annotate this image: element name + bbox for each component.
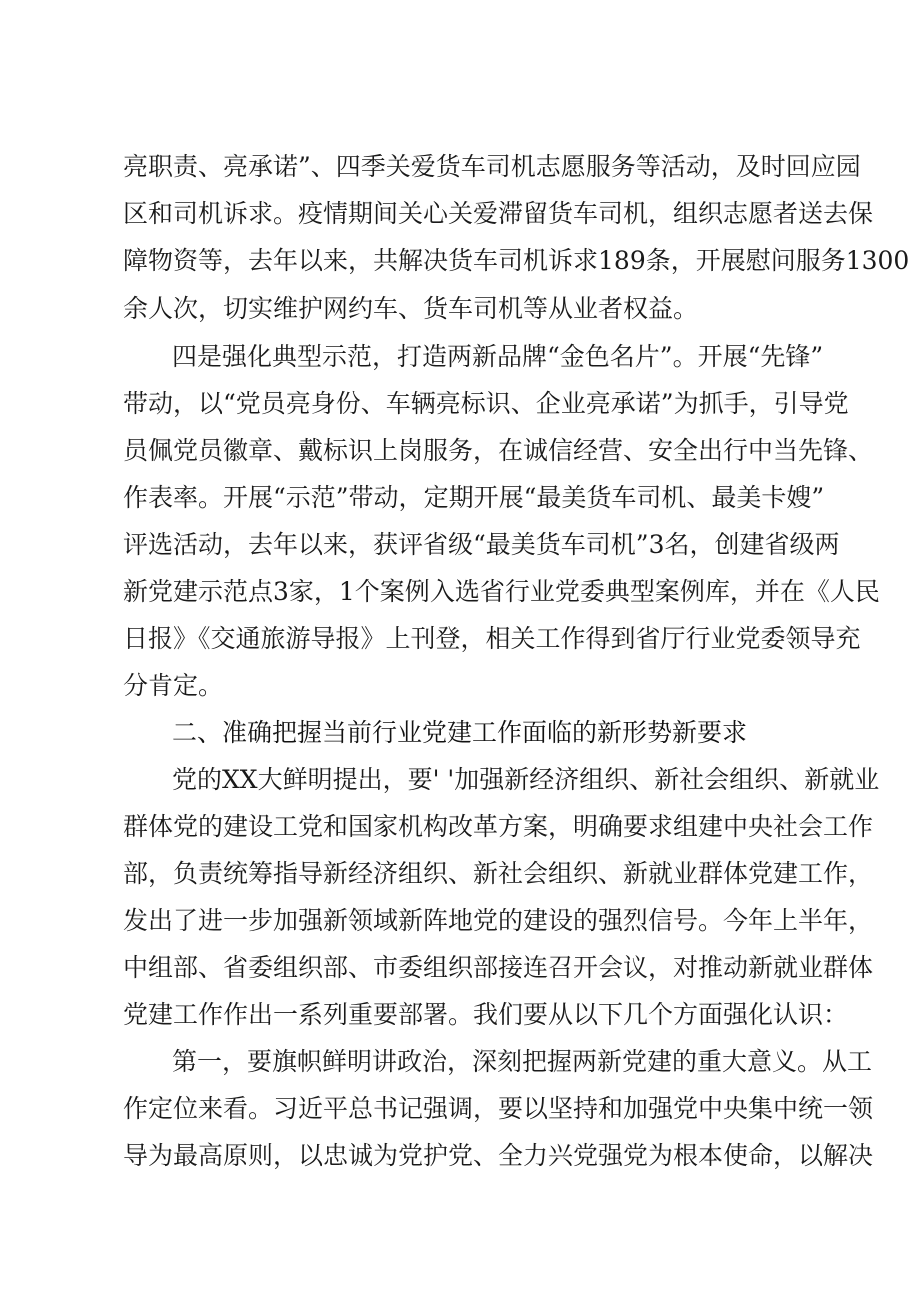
body-text-line: 新党建示范点3家，1个案例入选省行业党委典型案例库，并在《人民 (123, 577, 880, 606)
body-text-line: 余人次，切实维护网约车、货车司机等从业者权益。 (123, 294, 699, 323)
body-text-line: 作表率。开展“示范”带动，定期开展“最美货车司机、最美卡嫂” (123, 483, 825, 512)
body-text-line: 评选活动，去年以来，获评省级“最美货车司机”3名，创建省级两 (123, 530, 840, 559)
body-text-line: 发出了进一步加强新领域新阵地党的建设的强烈信号。今年上半年， (123, 906, 874, 935)
body-text-line: 障物资等，去年以来，共解决货车司机诉求189条，开展慰问服务1300 (123, 246, 910, 275)
body-text-line: 员佩党员徽章、戴标识上岗服务，在诚信经营、安全出行中当先锋、 (123, 436, 874, 465)
section-heading: 二、准确把握当前行业党建工作面临的新形势新要求 (172, 718, 748, 747)
body-text-line: 第一，要旗帜鲜明讲政治，深刻把握两新党建的重大意义。从工 (172, 1047, 873, 1076)
body-text-line: 区和司机诉求。疫情期间关心关爱滞留货车司机，组织志愿者送去保 (123, 199, 874, 228)
body-text-line: 群体党的建设工党和国家机构改革方案，明确要求组建中央社会工作 (123, 812, 874, 841)
body-text-line: 日报》《交通旅游导报》上刊登，相关工作得到省厅行业党委领导充 (123, 624, 861, 653)
body-text-line: 导为最高原则，以忠诚为党护党、全力兴党强党为根本使命，以解决 (123, 1141, 874, 1170)
body-text-line: 党的XX大鲜明提出，要' '加强新经济组织、新社会组织、新就业 (172, 765, 880, 794)
body-text-line: 部，负责统筹指导新经济组织、新社会组织、新就业群体党建工作， (123, 859, 874, 888)
body-text-line: 中组部、省委组织部、市委组织部接连召开会议，对推动新就业群体 (123, 953, 874, 982)
body-text-line: 分肯定。 (123, 671, 224, 700)
body-text-line: 四是强化典型示范，打造两新品牌“金色名片”。开展“先锋” (172, 342, 824, 371)
body-text-line: 作定位来看。习近平总书记强调，要以坚持和加强党中央集中统一领 (123, 1094, 874, 1123)
body-text-line: 亮职责、亮承诺”、四季关爱货车司机志愿服务等活动，及时回应园 (123, 152, 861, 181)
body-text-line: 带动，以“党员亮身份、车辆亮标识、企业亮承诺”为抓手，引导党 (123, 389, 849, 418)
body-text-line: 党建工作作出一系列重要部署。我们要从以下几个方面强化认识： (123, 1000, 849, 1029)
